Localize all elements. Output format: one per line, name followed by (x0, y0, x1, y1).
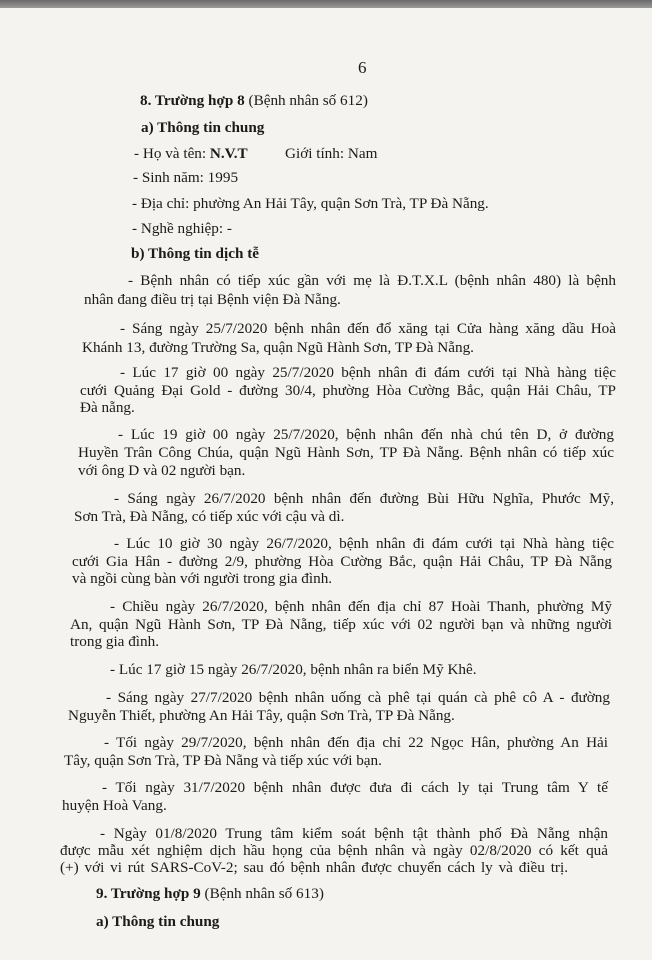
epi-line: Huyền Trân Công Chúa, quận Ngũ Hành Sơn, TP Đà Nẵng. Bệnh nhân có tiếp xúc (78, 444, 614, 461)
epi-line: cưới Quảng Đại Gold - đường 30/4, phường Hòa Cường Bắc, quận Hải Châu, TP (80, 382, 616, 399)
gender: Giới tính: Nam (285, 145, 378, 162)
epi-line: với ông D và 02 người bạn. (78, 462, 246, 479)
epi-line: - Tối ngày 31/7/2020 bệnh nhân được đưa đi cách ly tại Trung tâm Y tế (102, 779, 608, 796)
epi-line: và ngồi cùng bàn với người trong gia đình. (72, 570, 333, 587)
epi-line: được mẫu xét nghiệm dịch hầu họng của bệnh nhân và ngày 02/8/2020 có kết quả (60, 842, 608, 859)
epi-line: - Chiều ngày 26/7/2020, bệnh nhân đến địa chỉ 87 Hoài Thanh, phường Mỹ (110, 598, 612, 615)
epi-line: - Sáng ngày 27/7/2020 bệnh nhân uống cà phê tại quán cà phê cô A - đường (106, 689, 610, 706)
epi-line: - Lúc 17 giờ 15 ngày 26/7/2020, bệnh nhân ra biển Mỹ Khê. (110, 661, 477, 678)
epi-line: trong gia đình. (70, 633, 160, 650)
photo-top-edge (0, 0, 652, 8)
epi-line: Đà nẵng. (80, 399, 135, 416)
birth-year: - Sinh năm: 1995 (133, 169, 239, 186)
case8-title (140, 92, 368, 109)
case8-general-heading: a) Thông tin chung (141, 119, 265, 136)
case8-title-bold: 8. Trường hợp 8 (140, 92, 245, 109)
epi-line: - Ngày 01/8/2020 Trung tâm kiểm soát bệnh tật thành phố Đà Nẵng nhận (100, 825, 608, 842)
epi-line: nhân đang điều trị tại Bệnh viện Đà Nẵng. (84, 291, 341, 308)
case8-epi-heading: b) Thông tin dịch tễ (131, 245, 260, 262)
epi-line: - Bệnh nhân có tiếp xúc gần với mẹ là Đ.T.X.L (bệnh nhân 480) là bệnh (128, 272, 616, 289)
epi-line: cưới Gia Hân - đường 2/9, phường Hòa Cường Bắc, quận Hải Châu, TP Đà Nẵng (72, 553, 612, 570)
name-label: - Họ và tên: (134, 145, 210, 162)
case9-title-bold: 9. Trường hợp 9 (96, 885, 201, 902)
case8-name-row (134, 145, 248, 162)
case9-title-rest: (Bệnh nhân số 613) (200, 885, 324, 902)
epi-line: Tây, quận Sơn Trà, TP Đà Nẵng và tiếp xúc với bạn. (64, 752, 382, 769)
epi-line: - Lúc 17 giờ 00 ngày 25/7/2020 bệnh nhân đi đám cưới tại Nhà hàng tiệc (120, 364, 616, 381)
epi-line: (+) với vi rút SARS-CoV-2; sau đó bệnh nhân được chuyển cách ly và điều trị. (60, 859, 568, 876)
name-value: N.V.T (209, 145, 248, 162)
page-number: 6 (358, 58, 367, 77)
epi-line: - Lúc 10 giờ 30 ngày 26/7/2020, bệnh nhân đi đám cưới tại Nhà hàng tiệc (114, 535, 614, 552)
occupation: - Nghề nghiệp: - (132, 220, 232, 237)
epi-line: Khánh 13, đường Trường Sa, quận Ngũ Hành Sơn, TP Đà Nẵng. (82, 339, 474, 356)
document-page (0, 8, 652, 960)
address: - Địa chỉ: phường An Hải Tây, quận Sơn Trà, TP Đà Nẵng. (132, 195, 489, 212)
case9-general-heading: a) Thông tin chung (96, 913, 220, 930)
epi-line: - Tối ngày 29/7/2020, bệnh nhân đến địa chỉ 22 Ngọc Hân, phường An Hải (104, 734, 608, 751)
epi-line: - Sáng ngày 25/7/2020 bệnh nhân đến đổ xăng tại Cửa hàng xăng dầu Hoà (120, 320, 616, 337)
epi-line: - Sáng ngày 26/7/2020 bệnh nhân đến đường Bùi Hữu Nghĩa, Phước Mỹ, (114, 490, 614, 507)
epi-line: huyện Hoà Vang. (62, 797, 167, 814)
case9-title (96, 885, 324, 902)
epi-line: Nguyễn Thiết, phường An Hải Tây, quận Sơn Trà, TP Đà Nẵng. (68, 707, 455, 724)
epi-line: An, quận Ngũ Hành Sơn, TP Đà Nẵng, tiếp xúc với 02 người bạn và những người (70, 616, 612, 633)
epi-line: Sơn Trà, Đà Nẵng, có tiếp xúc với cậu và dì. (74, 508, 345, 525)
case8-title-rest: (Bệnh nhân số 612) (244, 92, 368, 109)
epi-line: - Lúc 19 giờ 00 ngày 25/7/2020, bệnh nhân đến nhà chú tên D, ở đường (118, 426, 614, 443)
